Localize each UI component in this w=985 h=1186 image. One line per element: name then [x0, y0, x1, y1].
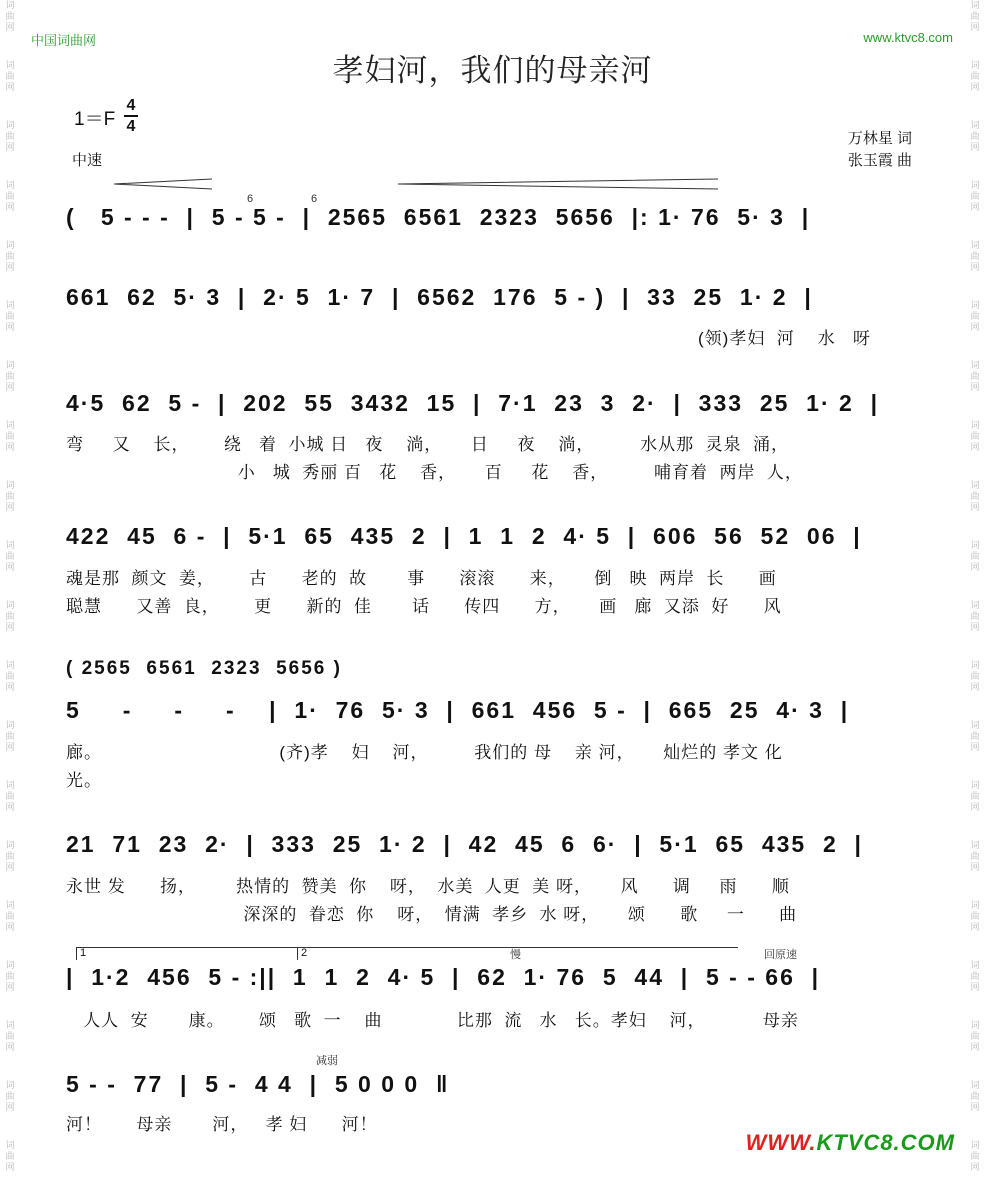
side-watermark-text: 词 曲 网 — [5, 1140, 15, 1172]
side-watermark-text: 词 曲 网 — [5, 660, 15, 692]
side-watermark-text: 词 曲 网 — [970, 0, 980, 32]
side-watermark-text: 词 曲 网 — [970, 120, 980, 152]
side-watermark-text: 词 曲 网 — [970, 1140, 980, 1172]
song-title: 孝妇河，我们的母亲河 — [332, 53, 653, 88]
lyric-line-4a: 魂是那 颜文 姜， 古 老的 故 事 滚滚 来， 倒 映 两岸 长 画 — [66, 569, 777, 588]
side-watermark-text: 词 曲 网 — [970, 360, 980, 392]
side-watermark-text: 词 曲 网 — [970, 960, 980, 992]
time-signature-bottom: 4 — [126, 118, 136, 135]
logo-part-domain: KTVC8.COM — [816, 1130, 955, 1155]
side-watermark-text: 词 曲 网 — [970, 1020, 980, 1052]
time-signature-top: 4 — [126, 97, 136, 114]
side-watermark-text: 词 曲 网 — [970, 540, 980, 572]
side-watermark-text: 词 曲 网 — [5, 0, 15, 32]
score-line-8: 5 - - 77 | 5 - 4 4 | 5 0 0 0 ‖ — [66, 1071, 450, 1097]
score-line-5: 5 - - - | 1· 76 5· 3 | 661 456 5 - | 665 25 4· 3 | — [66, 697, 850, 723]
lyric-line-3a: 弯 又 长， 绕 着 小城 日 夜 淌， 日 夜 淌， 水从那 灵泉 涌， — [66, 435, 790, 454]
side-watermark-text: 词 曲 网 — [5, 780, 15, 812]
score-line-4: 422 45 6 - | 5·1 65 435 2 | 1 1 2 4· 5 | 606 56 52 06 | — [66, 523, 862, 549]
side-watermark-text: 词 曲 网 — [5, 240, 15, 272]
grace-note: 6 — [247, 193, 254, 205]
a-tempo-marking: 回原速 — [764, 949, 797, 961]
site-watermark-url: www.ktvc8.com — [863, 30, 953, 45]
lyric-line-5a: 廊。 (齐)孝 妇 河， 我们的 母 亲 河， 灿烂的 孝文 化 — [66, 743, 783, 762]
logo-part-www: WWW. — [745, 1130, 817, 1155]
side-watermark-text: 词 曲 网 — [970, 600, 980, 632]
lyricist-credit: 万林星 词 — [847, 130, 912, 147]
side-watermark-text: 词 曲 网 — [970, 900, 980, 932]
time-signature — [124, 96, 138, 136]
site-watermark-cn: 中国词曲网 — [31, 33, 97, 48]
tempo-marking: 中速 — [72, 152, 103, 169]
lyric-line-5b: 光。 — [66, 771, 102, 790]
side-watermark-text: 词 曲 网 — [5, 600, 15, 632]
lyric-line-8: 河！ 母亲 河， 孝 妇 河！ — [66, 1115, 378, 1134]
lyric-line-4b: 聪慧 又善 良， 更 新的 佳 话 传四 方， 画 廊 又添 好 风 — [66, 597, 782, 616]
side-watermark-text: 词 曲 网 — [5, 840, 15, 872]
side-watermark-text: 词 曲 网 — [5, 480, 15, 512]
side-watermark-text: 词 曲 网 — [970, 180, 980, 212]
lyric-line-2: (领)孝妇 河 水 呀 — [698, 329, 871, 348]
side-watermark-text: 词 曲 网 — [5, 1080, 15, 1112]
score-line-3: 4·5 62 5 - | 202 55 3432 15 | 7·1 23 3 2· | 333 25 1· 2 | — [66, 390, 880, 416]
side-watermark-text: 词 曲 网 — [970, 300, 980, 332]
volta-2-label: 2 — [301, 947, 308, 959]
side-watermark-text: 词 曲 网 — [5, 900, 15, 932]
diminuendo-marking: 减弱 — [316, 1055, 338, 1067]
ktvc8-logo — [746, 1130, 955, 1156]
score-line-1: ( 5 - - - | 5 - 5 - | 2565 6561 2323 5656 |: 1· 76 5· 3 | — [66, 204, 811, 230]
side-watermark-text: 词 曲 网 — [5, 720, 15, 752]
side-watermark-text: 词 曲 网 — [970, 480, 980, 512]
side-watermark-text: 词 曲 网 — [5, 60, 15, 92]
side-watermark-text: 词 曲 网 — [970, 660, 980, 692]
side-watermark-text: 词 曲 网 — [5, 180, 15, 212]
tempo-slow-marking: 慢 — [510, 949, 521, 961]
side-watermark-text: 词 曲 网 — [5, 360, 15, 392]
score-line-6: 21 71 23 2· | 333 25 1· 2 | 42 45 6 6· | 5·1 65 435 2 | — [66, 831, 863, 857]
left-watermark-strip — [3, 0, 17, 1186]
crescendo-hairpin-long — [398, 178, 720, 190]
side-watermark-text: 词 曲 网 — [970, 240, 980, 272]
side-watermark-text: 词 曲 网 — [970, 60, 980, 92]
side-watermark-text: 词 曲 网 — [5, 1020, 15, 1052]
key-signature: 1＝F — [74, 109, 116, 130]
lyric-line-7: 人人 安 康。 颂 歌 一 曲 比那 流 水 长。孝妇 河， 母亲 — [66, 1011, 799, 1030]
composer-credit: 张玉霞 曲 — [847, 152, 912, 169]
score-line-7: | 1·2 456 5 - :|| 1 1 2 4· 5 | 62 1· 76 5 44 | 5 - - 66 | — [66, 964, 821, 990]
side-watermark-text: 词 曲 网 — [970, 780, 980, 812]
side-watermark-text: 词 曲 网 — [5, 300, 15, 332]
score-line-2: 661 62 5· 3 | 2· 5 1· 7 | 6562 176 5 - ) | 33 25 1· 2 | — [66, 284, 813, 310]
side-watermark-text: 词 曲 网 — [970, 420, 980, 452]
side-watermark-text: 词 曲 网 — [5, 960, 15, 992]
grace-note: 6 — [311, 193, 318, 205]
side-watermark-text: 词 曲 网 — [970, 1080, 980, 1112]
lyric-line-6b: 深深的 眷恋 你 呀， 情满 孝乡 水 呀， 颂 歌 一 曲 — [66, 905, 798, 924]
lyric-line-3b: 小 城 秀丽 百 花 香， 百 花 香， 哺育着 两岸 人， — [66, 463, 803, 482]
lyric-line-6a: 永世 发 扬， 热情的 赞美 你 呀， 水美 人更 美 呀， 风 调 雨 顺 — [66, 877, 790, 896]
right-watermark-strip — [968, 0, 982, 1186]
side-watermark-text: 词 曲 网 — [5, 540, 15, 572]
volta-1-label: 1 — [80, 947, 87, 959]
side-watermark-text: 词 曲 网 — [970, 720, 980, 752]
crescendo-hairpin — [114, 178, 214, 190]
side-watermark-text: 词 曲 网 — [5, 420, 15, 452]
side-watermark-text: 词 曲 网 — [5, 120, 15, 152]
side-watermark-text: 词 曲 网 — [970, 840, 980, 872]
score-line-5-interlude: ( 2565 6561 2323 5656 ) — [66, 658, 342, 679]
volta-1-bracket — [76, 947, 297, 960]
